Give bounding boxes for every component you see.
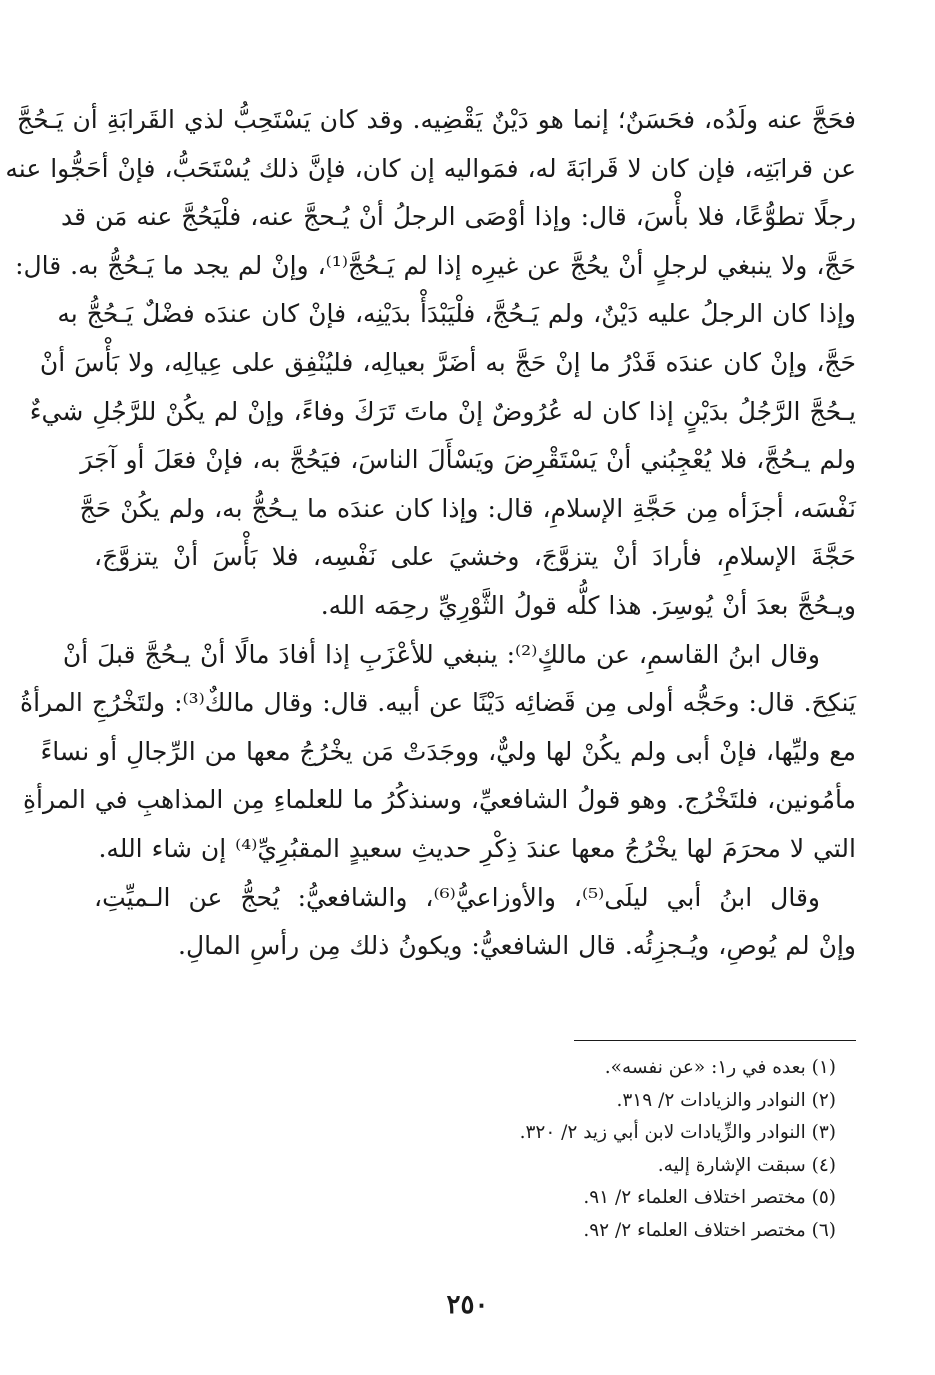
text-line: يـحُجَّ الرَّجُلُ بدَيْنٍ إذا كان له عُرُوضٌ إنْ ماتَ تَرَكَ وفاءً، وإنْ لم يكُنْ للرَّجُلِ شيءٌ xyxy=(29,396,856,426)
text-line: مع وليِّها، فإنْ أبى ولم يكُنْ لها وليٌّ، ووجَدَتْ مَن يخْرُجُ معها من الرِّجالِ أو نساءً xyxy=(40,736,856,766)
footnote-item: (٦) مختصر اختلاف العلماء ٢/ ٩٢. xyxy=(583,1219,836,1241)
text-line: التي لا محرَمَ لها يخْرُجُ معها عندَ ذِكْرِ حديثِ سعيدٍ المقبُرِيِّ⁽⁴⁾ إن شاء الله. xyxy=(98,833,856,863)
text-line: رجلًا تطوُّعًا، فلا بأْسَ، قال: وإذا أوْصَى الرجلُ أنْ يُـحجَّ عنه، فلْيَحُجَّ عنه مَن قد xyxy=(61,202,856,232)
text-line: وقال ابنُ القاسمِ، عن مالكٍ⁽²⁾: ينبغي للأعْزَبِ إذا أفادَ مالًا أنْ يـحُجَّ قبلَ أنْ xyxy=(62,639,820,669)
main-text-body xyxy=(5,96,856,971)
text-line: فحَجَّ عنه ولَدُه، فحَسَنٌ؛ إنما هو دَيْنٌ يَقْضِيه. وقد كان يَسْتَحِبُّ لذي القَرابَةِ أن يَـحُجَّ xyxy=(16,105,856,134)
text-line: نَفْسَه، أجزَأه مِن حَجَّةِ الإسلامِ، قال: وإذا كان عندَه ما يـحُجُّ به، ولم يكُنْ حَجَّ xyxy=(79,493,856,523)
page-number: ٢٥٠ xyxy=(446,1290,489,1320)
footnote-item: (٣) النوادر والزِّيادات لابن أبي زيد ٢/ ٣٢٠. xyxy=(519,1122,836,1144)
text-line: مأمُونين، فلتَخْرُج. وهو قولُ الشافعيِّ، وسنذكُرُ ما للعلماءِ مِن المذاهبِ في المرأةِ xyxy=(22,785,856,815)
text-line: ولم يـحُجَّ، فلا يُعْجِبُني أنْ يَسْتَقْرِضَ ويَسْأَلَ الناسَ، فيَحُجَّ به، فإنْ فعَلَ أو آجَرَ xyxy=(80,445,856,475)
text-line: ويـحُجَّ بعدَ أنْ يُوسِرَ. هذا كلُّه قولُ الثَّوْرِيِّ رحِمَه الله. xyxy=(320,590,856,620)
footnote-item: (٤) سبقت الإشارة إليه. xyxy=(657,1154,836,1176)
text-line: عن قرابَتِه، فإن كان لا قَرابَةَ له، فمَواليه إن كان، فإنَّ ذلك يُسْتَحَبُّ، فإنْ أحَجُّوا عنه xyxy=(5,153,856,183)
text-line: حَجَّةَ الإسلامِ، فأرادَ أنْ يتزوَّجَ، وخشيَ على نَفْسِه، فلا بَأْسَ أنْ يتزوَّجَ، xyxy=(94,542,856,572)
footnote-item: (٥) مختصر اختلاف العلماء ٢/ ٩١. xyxy=(583,1187,836,1209)
text-line: يَنكِحَ. قال: وحَجُّه أولى مِن قَضائِه دَيْنًا عن أبيه. قال: وقال مالكٌ⁽³⁾: ولتَخْرُجِ المرأةُ xyxy=(20,688,856,718)
footnote-item: (٢) النوادر والزيادات ٢/ ٣١٩. xyxy=(616,1089,836,1111)
footnotes xyxy=(94,1052,836,1248)
text-line: حَجَّ، ولا ينبغي لرجلٍ أنْ يحُجَّ عن غيرِه إذا لم يَـحُجَّ⁽¹⁾، وإنْ لم يجد ما يَـحُجُّ به. قال: xyxy=(15,250,856,280)
text-line: وقال ابنُ أبي ليلَى⁽⁵⁾، والأوزاعيُّ⁽⁶⁾، والشافعيُّ: يُحجُّ عن الـميِّتِ، xyxy=(94,882,820,912)
text-line: حَجَّ، وإنْ كان عندَه قَدْرُ ما إنْ حَجَّ به أضَرَّ بعيالِه، فليُنْفِق على عِيالِه، ولا بَأْسَ أنْ xyxy=(39,347,856,377)
text-line: وإنْ لم يُوصِ، ويُـجزِئُه. قال الشافعيُّ: ويكونُ ذلك مِن رأسِ المالِ. xyxy=(178,931,856,961)
footnote-item: (١) بعده في ر١: «عن نفسه». xyxy=(604,1057,836,1078)
text-line: وإذا كان الرجلُ عليه دَيْنٌ، ولم يَـحُجَّ، فلْيَبْدَأْ بدَيْنِه، فإنْ كان عندَه فضْلٌ يَـحُجُّ به xyxy=(57,299,856,329)
footnote-divider xyxy=(574,1040,856,1041)
